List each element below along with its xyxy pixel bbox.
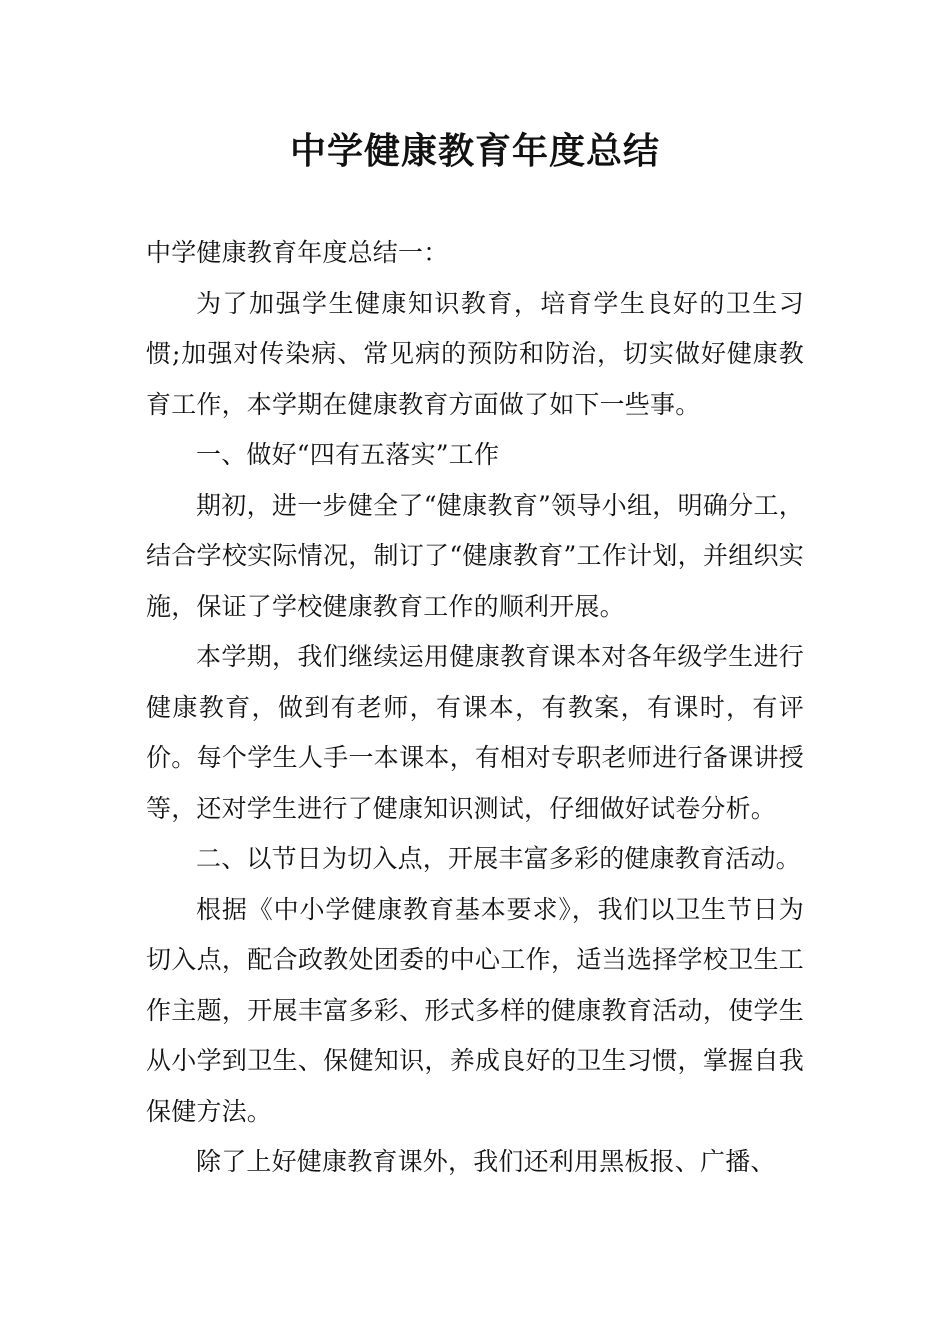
document-title: 中学健康教育年度总结 bbox=[289, 130, 660, 172]
paragraph: 本学期，我们继续运用健康教育课本对各年级学生进行健康教育，做到有老师，有课本，有教案，有课时，有评价。每个学生人手一本课本，有相对专职老师进行备课讲授等，还对学生进行了健康知识测试，仔细做好试卷分析。 bbox=[146, 642, 804, 823]
paragraph-intro: 中学健康教育年度总结一： bbox=[146, 238, 449, 267]
document-body bbox=[146, 228, 804, 1188]
paragraph: 根据《中小学健康教育基本要求》，我们以卫生节日为切入点，配合政教处团委的中心工作，适当选择学校卫生工作主题，开展丰富多彩、形式多样的健康教育活动，使学生从小学到卫生、保健知识，养成良好的卫生习惯，掌握自我保健方法。 bbox=[146, 894, 804, 1126]
paragraph: 为了加强学生健康知识教育，培育学生良好的卫生习惯;加强对传染病、常见病的预防和防治，切实做好健康教育工作，本学期在健康教育方面做了如下一些事。 bbox=[146, 288, 804, 419]
paragraph: 期初，进一步健全了“健康教育”领导小组，明确分工，结合学校实际情况，制订了“健康教育”工作计划，并组织实施，保证了学校健康教育工作的顺利开展。 bbox=[146, 490, 804, 621]
section-heading: 一、做好“四有五落实”工作 bbox=[196, 440, 500, 469]
paragraph: 除了上好健康教育课外，我们还利用黑板报、广播、 bbox=[196, 1147, 776, 1176]
section-heading: 二、以节日为切入点，开展丰富多彩的健康教育活动。 bbox=[196, 844, 801, 873]
